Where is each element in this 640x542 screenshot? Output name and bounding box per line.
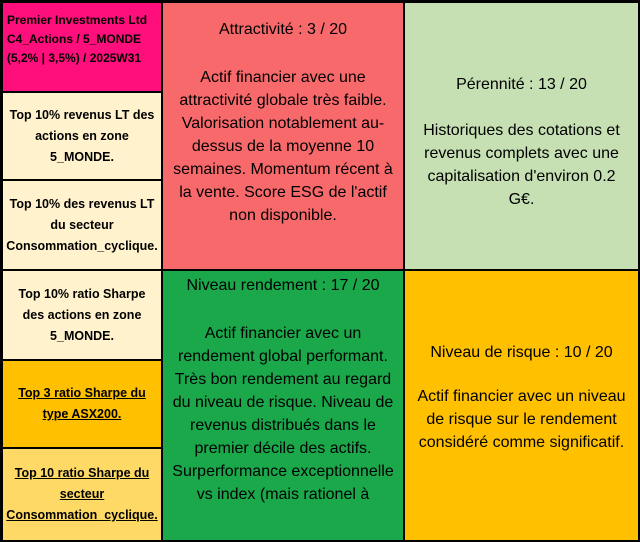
badge-label: Top 10% revenus LT des actions en zone 5_MONDE. (9, 107, 155, 164)
perennite-text: Historiques des cotations et revenus complets avec une capitalisation d'environ 0.2 G€. (423, 122, 620, 208)
risque-cell (405, 271, 638, 540)
attractivite-text: Actif financier avec une attractivité globale très faible. Valorisation notablement au-dessus de la moyenne 10 semaines. Momentum récent à la vente. Score ESG de l'actif non disponible. (173, 69, 393, 224)
badge-label: Top 10 ratio Sharpe du secteur Consommation_cyclique. (6, 466, 158, 522)
risque-text: Actif financier avec un niveau de risque sur le rendement considéré comme significatif. (417, 388, 626, 451)
sidebar-badge-1 (3, 93, 161, 179)
sidebar-badge-3 (3, 271, 161, 359)
perennite-title: Pérennité : 13 / 20 (456, 76, 587, 93)
badge-label: Top 3 ratio Sharpe du type ASX200. (18, 386, 146, 421)
badge-label: Top 10% des revenus LT du secteur Consommation_cyclique. (6, 196, 158, 253)
sidebar-badge-5 (3, 449, 161, 540)
rendement-cell (163, 271, 403, 540)
sidebar-badge-4 (3, 361, 161, 447)
attractivite-title: Attractivité : 3 / 20 (218, 21, 348, 38)
badge-label: Top 10% ratio Sharpe des actions en zone 5_MONDE. (18, 286, 146, 343)
attractivite-cell (163, 3, 403, 269)
asset-title: Premier Investments Ltd C4_Actions / 5_MONDE (5,2% | 3,5%) / 2025W31 (7, 13, 148, 65)
asset-title-cell (3, 3, 161, 91)
rendement-title: Niveau rendement : 17 / 20 (186, 277, 380, 294)
rendement-text: Actif financier avec un rendement global performant. Très bon rendement au regard du niveau de risque. Niveau de revenus distribués dans le premier décile des actifs. Surperformance exceptionnelle vs index (mais rationel à (172, 325, 394, 503)
risque-title: Niveau de risque : 10 / 20 (430, 344, 613, 361)
sidebar-badge-2 (3, 181, 161, 269)
perennite-cell (405, 3, 638, 269)
